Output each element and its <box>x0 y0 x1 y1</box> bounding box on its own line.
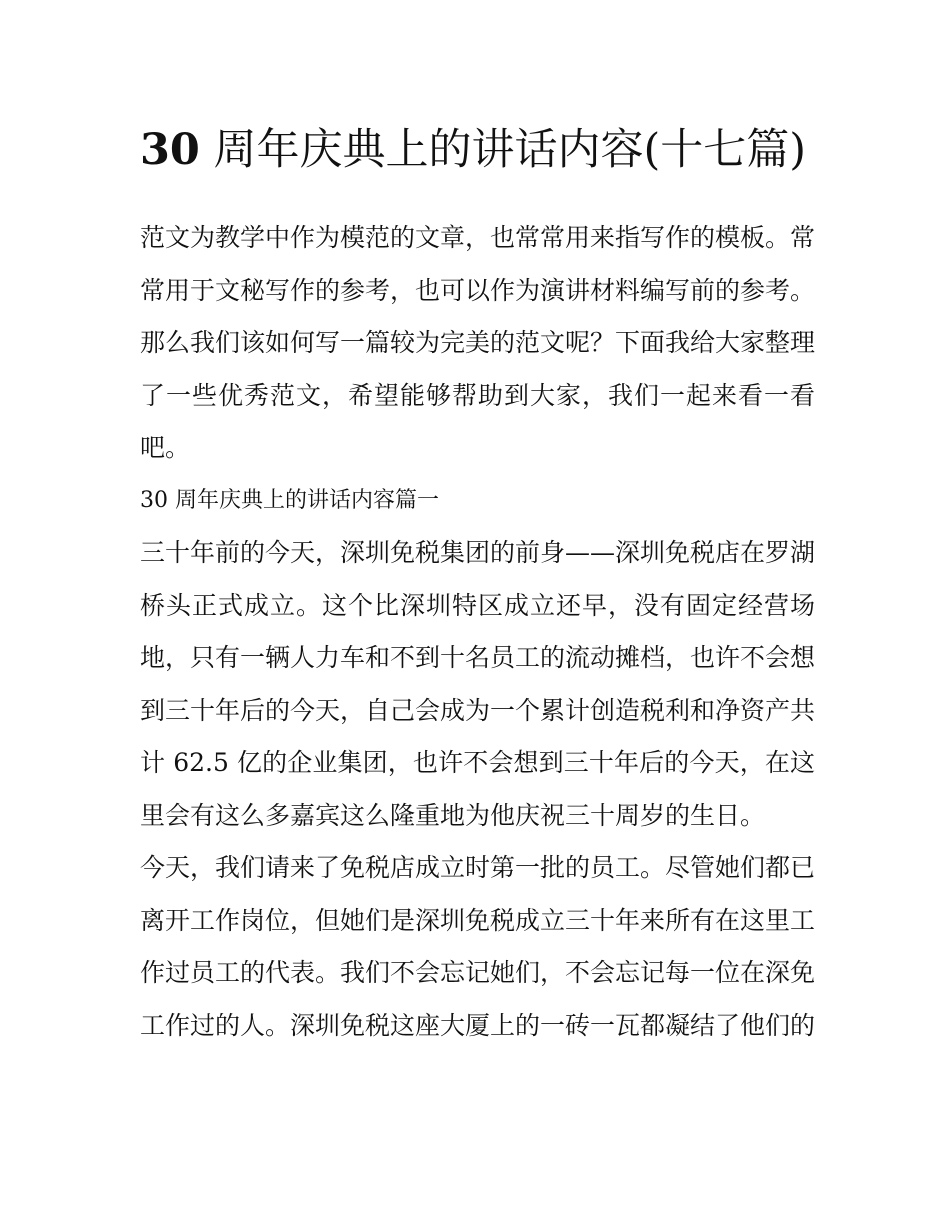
title-number: 30 <box>140 125 200 175</box>
body-paragraph-1: 三十年前的今天，深圳免税集团的前身——深圳免税店在罗湖桥头正式成立。这个比深圳特区成立还早，没有固定经营场地，只有一辆人力车和不到十名员工的流动摊档，也许不会想到三十年后的今天，自己会成为一个累计创造税利和净资产共计 62.5 亿的企业集团，也许不会想到三十年后的今天，在这里会有这么多嘉宾这么隆重地为他庆祝三十周岁的生日。 <box>140 538 816 830</box>
section-heading: 30 周年庆典上的讲话内容篇一 <box>140 487 439 513</box>
title-text: 周年庆典上的讲话内容(十七篇) <box>213 125 807 175</box>
body-paragraph-2: 今天，我们请来了免税店成立时第一批的员工。尽管她们都已离开工作岗位，但她们是深圳免税成立三十年来所有在这里工作过员工的代表。我们不会忘记她们，不会忘记每一位在深免工作过的人。深圳免税这座大厦上的一砖一瓦都凝结了他们的 <box>140 853 816 1040</box>
intro-paragraph: 范文为教学中作为模范的文章，也常常用来指写作的模板。常常用于文秘写作的参考，也可以作为演讲材料编写前的参考。那么我们该如何写一篇较为完美的范文呢？下面我给大家整理了一些优秀范文，希望能够帮助到大家，我们一起来看一看吧。 <box>140 223 816 462</box>
document-title <box>140 114 815 187</box>
document-page <box>140 114 815 1052</box>
